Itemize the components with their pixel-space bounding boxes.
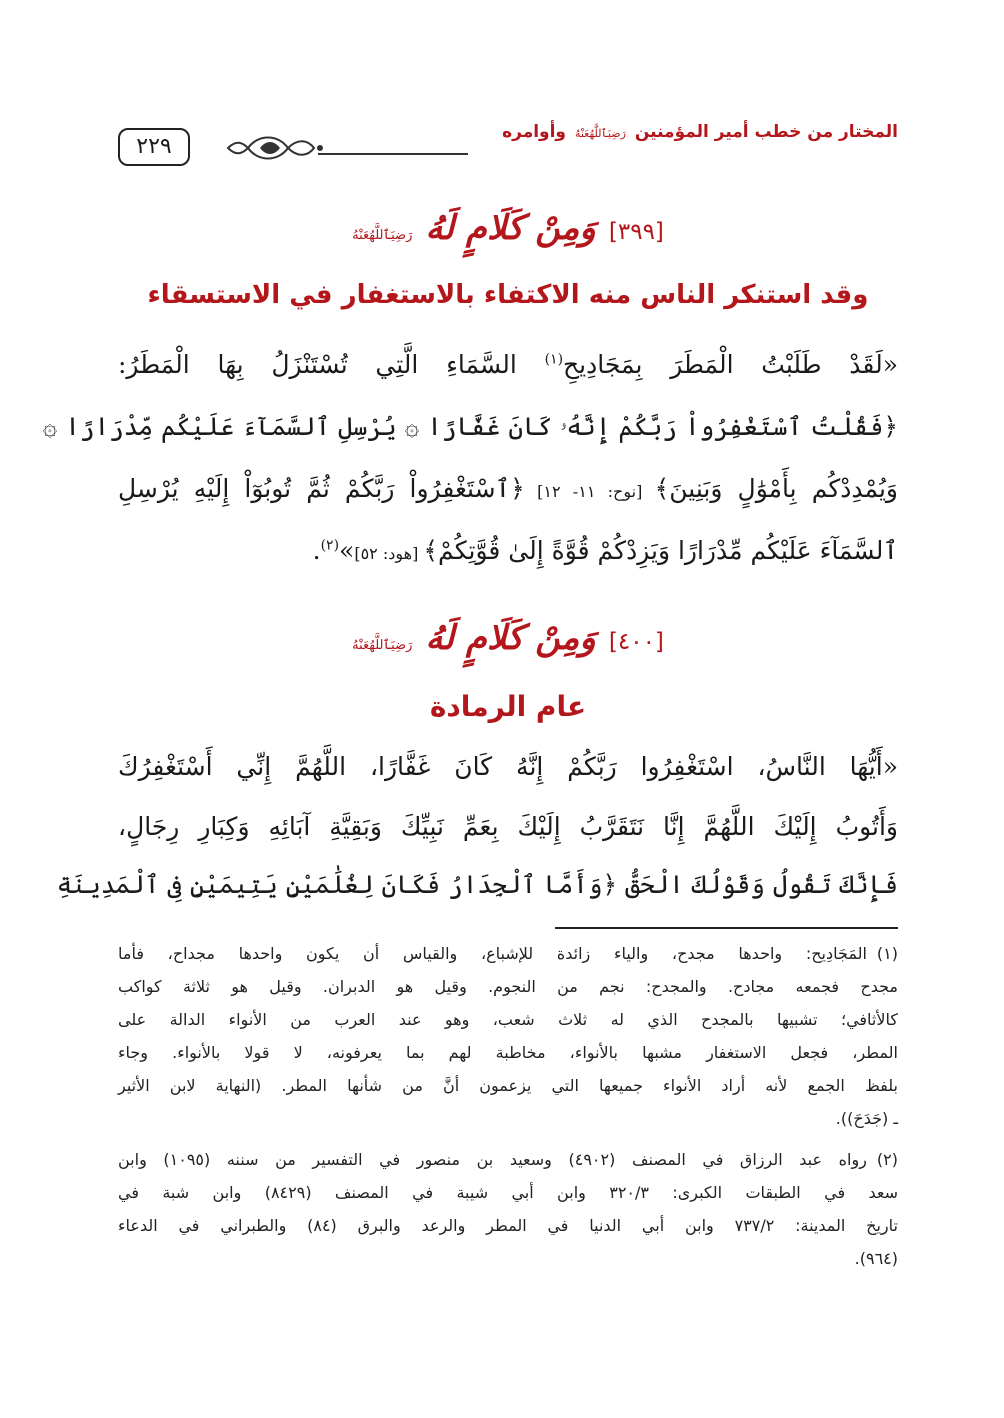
quran-verse: وَيُمْدِدْكُم بِأَمْوَٰلٍ وَبَنِينَ﴾ bbox=[654, 474, 898, 503]
footnote-text: (٩٦٤). bbox=[854, 1249, 898, 1268]
footnote-marker: (٢) bbox=[320, 537, 340, 554]
text-segment: فَإِنَّكَ تَقُولُ وَقَوْلُكَ الْحَقُّ bbox=[617, 870, 898, 899]
footnote-text: سعد في الطبقات الكبرى: ٣٢٠/٣ وابن أبي شيبة في المصنف (٨٤٢٩) وابن شبة في bbox=[118, 1183, 898, 1202]
section-400-honorific: رَضِيَٱللَّهُعَنْهُ bbox=[352, 638, 413, 653]
footnote-2-number: (٢) bbox=[876, 1150, 898, 1169]
header-ornament-icon bbox=[218, 130, 468, 166]
footnote-1-line bbox=[118, 977, 898, 996]
footnote-1-line bbox=[118, 1076, 898, 1095]
footnote-text: المطر، فجعل الاستغفار مشبها بالأنواء، مخاطبة لهم بما يعرفونه، لا قولا بالأنواء. وجاء bbox=[118, 1043, 898, 1062]
text-line bbox=[118, 752, 898, 781]
quran-verse: ﴿فَقُلْتُ ٱسْتَغْفِرُواْ رَبَّكُمْ إِنَّهُۥ كَانَ غَفَّارًا ۞ يُرْسِلِ ٱلسَّمَآءَ عَلَيْكُم مِّدْرَارًا ۞ bbox=[42, 412, 898, 441]
footnote-1-line bbox=[118, 1043, 898, 1062]
section-400-subtitle: عام الرمادة bbox=[429, 690, 587, 723]
footnote-text: رواه عبد الرزاق في المصنف (٤٩٠٢) وسعيد بن منصور في التفسير من سننه (١٠٩٥) وابن bbox=[118, 1150, 867, 1169]
text-segment: «أَيُّهَا النَّاسُ، اسْتَغْفِرُوا رَبَّكُمْ إِنَّهُ كَانَ غَفَّارًا، اللَّهُمَّ إِنِّي أَسْتَغْفِرُكَ bbox=[118, 752, 898, 781]
running-title-main: المختار من خطب أمير المؤمنين bbox=[634, 122, 898, 142]
running-title-honorific: رَضِيَٱللَّهُعَنْهُ bbox=[574, 127, 626, 140]
section-399-subtitle: وقد استنكر الناس منه الاكتفاء بالاستغفار في الاستسقاء bbox=[147, 280, 869, 310]
footnote-1-line bbox=[118, 1109, 898, 1128]
page-number: ٢٢٩ bbox=[118, 128, 190, 166]
quran-line bbox=[118, 474, 898, 503]
quran-verse: ﴿ٱسْتَغْفِرُواْ رَبَّكُمْ ثُمَّ تُوبُوٓاْ إِلَيْهِ يُرْسِلِ bbox=[118, 474, 525, 503]
footnote-2-line bbox=[118, 1249, 898, 1268]
text-line bbox=[118, 812, 898, 841]
quran-line bbox=[118, 536, 898, 565]
running-title bbox=[502, 122, 898, 142]
section-399-number: [٣٩٩] bbox=[608, 219, 664, 245]
section-399-heading bbox=[118, 208, 898, 248]
footnote-text: تاريخ المدينة: ٧٣٧/٢ وابن أبي الدنيا في المطر والرعد والبرق (٨٤) والطبراني في الدعاء bbox=[118, 1216, 898, 1235]
footnote-separator bbox=[555, 927, 898, 929]
footnote-marker: (١) bbox=[544, 351, 564, 368]
text-segment: . bbox=[312, 536, 321, 565]
footnote-text: المَجَادِيح: واحدها مجدح، والياء زائدة للإشباع، والقياس أن يكون واحدها مجداح، فأما bbox=[118, 944, 867, 963]
quran-verse: ﴿وَأَمَّا ٱلْجِدَارُ فَكَانَ لِغُلَٰمَيْنِ يَتِيمَيْنِ فِى ٱلْمَدِينَةِ bbox=[56, 870, 618, 899]
quran-verse: ٱلسَّمَآءَ عَلَيْكُم مِّدْرَارًا وَيَزِدْكُمْ قُوَّةً إِلَىٰ قُوَّتِكُمْ﴾ bbox=[423, 536, 898, 565]
section-400-heading bbox=[118, 618, 898, 658]
running-title-end: وأوامره bbox=[502, 122, 567, 142]
section-399-title: وَمِنْ كَلَامٍ لَهُ bbox=[425, 208, 596, 248]
section-400-title: وَمِنْ كَلَامٍ لَهُ bbox=[425, 618, 596, 658]
footnote-text: ـ (جَدَحَ)). bbox=[835, 1109, 898, 1128]
verse-reference: [نوح: ١١- ١٢] bbox=[524, 482, 655, 501]
quran-line bbox=[42, 412, 898, 442]
footnote-2-line bbox=[118, 1183, 898, 1202]
verse-reference: [هود: ٥٢] bbox=[354, 544, 424, 563]
text-line bbox=[56, 870, 898, 899]
footnote-text: كالأثافي؛ تشبيها بالمجدح الذي له ثلاث شعب، وهو عند العرب من الأنواء الدالة على bbox=[118, 1010, 898, 1029]
footnote-1-number: (١) bbox=[876, 944, 898, 963]
footnote-1-line bbox=[118, 1010, 898, 1029]
footnote-text: مجدح فجمعه مجادح. والمجدح: نجم من النجوم. وقيل هو الدبران. وقيل هو ثلاثة كواكب bbox=[118, 977, 898, 996]
page-header bbox=[118, 114, 898, 170]
footnote-1-line bbox=[118, 944, 898, 963]
text-segment: «لَقَدْ طَلَبْتُ الْمَطَرَ بِمَجَادِيحِ bbox=[563, 350, 898, 379]
section-399-honorific: رَضِيَٱللَّهُعَنْهُ bbox=[352, 228, 413, 243]
text-line bbox=[118, 350, 898, 379]
text-segment: وَأَتُوبُ إِلَيْكَ اللَّهُمَّ إِنَّا نَتَقَرَّبُ إِلَيْكَ بِعَمِّ نَبِيِّكَ وَبَقِيَّةِ آبَائِهِ وَكِبَارِ رِجَالٍ، bbox=[118, 812, 898, 841]
section-400-number: [٤٠٠] bbox=[608, 629, 664, 655]
footnote-text: بلفظ الجمع لأنه أراد الأنواء جميعها التي يزعمون أنَّ من شأنها المطر. (النهاية لابن الأثير bbox=[118, 1076, 898, 1095]
footnote-2-line bbox=[118, 1216, 898, 1235]
quote-close: » bbox=[339, 536, 355, 565]
text-segment: السَّمَاءِ الَّتِي تُسْتَنْزَلُ بِهَا الْمَطَرُ: bbox=[118, 350, 545, 379]
footnote-2-line bbox=[118, 1150, 898, 1169]
